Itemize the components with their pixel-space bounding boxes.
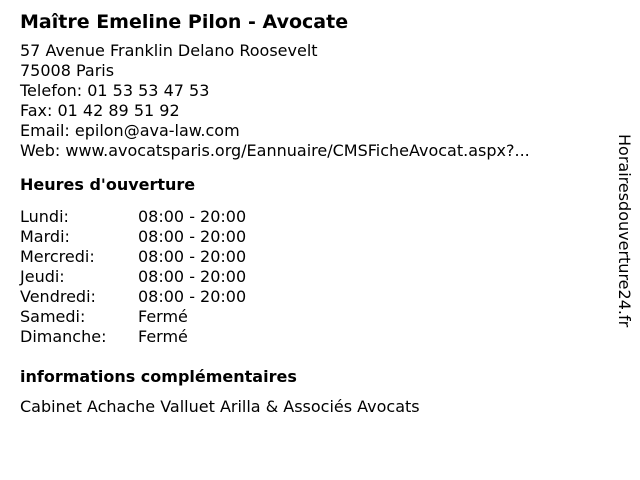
hours-row-monday: [20, 207, 610, 227]
hours-row-saturday: [20, 307, 610, 327]
site-watermark: Horairesdouverture24.fr: [615, 134, 634, 328]
opening-hours-table: [20, 207, 610, 347]
day-label: Vendredi:: [20, 287, 96, 306]
time-value: Fermé: [138, 307, 188, 326]
contact-card: [20, 9, 610, 417]
time-value: Fermé: [138, 327, 188, 346]
additional-info-heading: informations complémentaires: [20, 367, 297, 386]
time-value: 08:00 - 20:00: [138, 227, 247, 246]
email-line: Email: epilon@ava-law.com: [20, 121, 240, 140]
phone-line: Telefon: 01 53 53 47 53: [20, 81, 210, 100]
hours-row-sunday: [20, 327, 610, 347]
time-value: 08:00 - 20:00: [138, 267, 247, 286]
day-label: Samedi:: [20, 307, 86, 326]
address-street: 57 Avenue Franklin Delano Roosevelt: [20, 41, 318, 60]
day-label: Dimanche:: [20, 327, 107, 346]
hours-row-wednesday: [20, 247, 610, 267]
hours-row-friday: [20, 287, 610, 307]
page-title: Maître Emeline Pilon - Avocate: [20, 11, 349, 33]
time-value: 08:00 - 20:00: [138, 247, 247, 266]
day-label: Mercredi:: [20, 247, 95, 266]
hours-row-thursday: [20, 267, 610, 287]
address-city: 75008 Paris: [20, 61, 115, 80]
web-line: Web: www.avocatsparis.org/Eannuaire/CMSFicheAvocat.aspx?...: [20, 141, 530, 160]
day-label: Jeudi:: [20, 267, 65, 286]
opening-hours-heading: Heures d'ouverture: [20, 175, 196, 194]
hours-row-tuesday: [20, 227, 610, 247]
additional-info-text: Cabinet Achache Valluet Arilla & Associés Avocats: [20, 397, 420, 416]
day-label: Mardi:: [20, 227, 70, 246]
day-label: Lundi:: [20, 207, 69, 226]
time-value: 08:00 - 20:00: [138, 287, 247, 306]
fax-line: Fax: 01 42 89 51 92: [20, 101, 180, 120]
time-value: 08:00 - 20:00: [138, 207, 247, 226]
